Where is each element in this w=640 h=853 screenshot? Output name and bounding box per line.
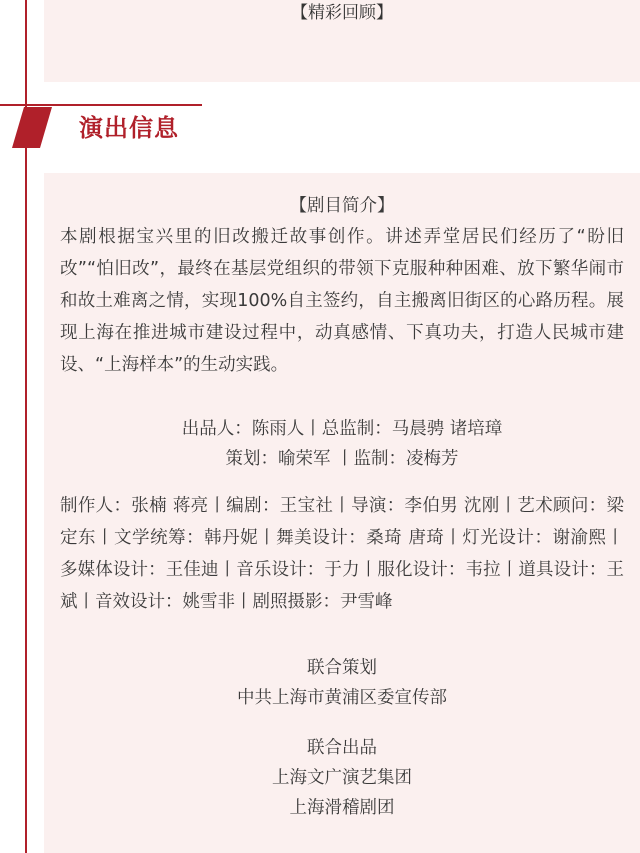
joint-production-org-1: 上海文广演艺集团 bbox=[272, 768, 412, 788]
joint-planning-label: 联合策划 bbox=[307, 658, 377, 678]
synopsis-text: 本剧根据宝兴里的旧改搬迁故事创作。讲述弄堂居民们经历了“盼旧改”“怕旧改”，最终在基层党组织的带领下克服种种困难、放下繁华闹市和故土难离之情，实现100%自主签约，自主搬离旧街区的心路历程。展现上海在推进城市建设过程中，动真感情、下真功夫，打造人民城市建设、“上海样本”的生动实践。 bbox=[60, 227, 624, 375]
credits-line-1: 出品人：陈雨人丨总监制：马晨骋 诸培璋 bbox=[181, 419, 503, 439]
section-divider-line bbox=[0, 104, 202, 106]
joint-production-label: 联合出品 bbox=[307, 738, 377, 758]
production-credits: 制作人：张楠 蒋亮丨编剧：王宝社丨导演：李伯男 沈刚丨艺术顾问：梁定东丨文学统筹：韩丹妮丨舞美设计：桑琦 唐琦丨灯光设计：谢渝熙丨多媒体设计：王佳迪丨音乐设计：于力丨服化设计：韦拉丨道具设计：王斌丨音效设计：姚雪非丨剧照摄影：尹雪峰 bbox=[60, 496, 624, 612]
section-title: 演出信息 bbox=[79, 114, 179, 142]
section-accent-marker bbox=[12, 107, 52, 148]
joint-planning-org: 中共上海市黄浦区委宣传部 bbox=[237, 688, 447, 708]
synopsis-heading: 【剧目简介】 bbox=[289, 196, 395, 216]
credits-line-2: 策划：喻荣军 丨监制：凌梅芳 bbox=[225, 449, 459, 469]
joint-production-org-2: 上海滑稽剧团 bbox=[289, 798, 395, 818]
highlights-caption: 【精彩回顾】 bbox=[291, 3, 393, 23]
highlights-card bbox=[44, 0, 640, 82]
performance-info-content bbox=[60, 191, 624, 823]
